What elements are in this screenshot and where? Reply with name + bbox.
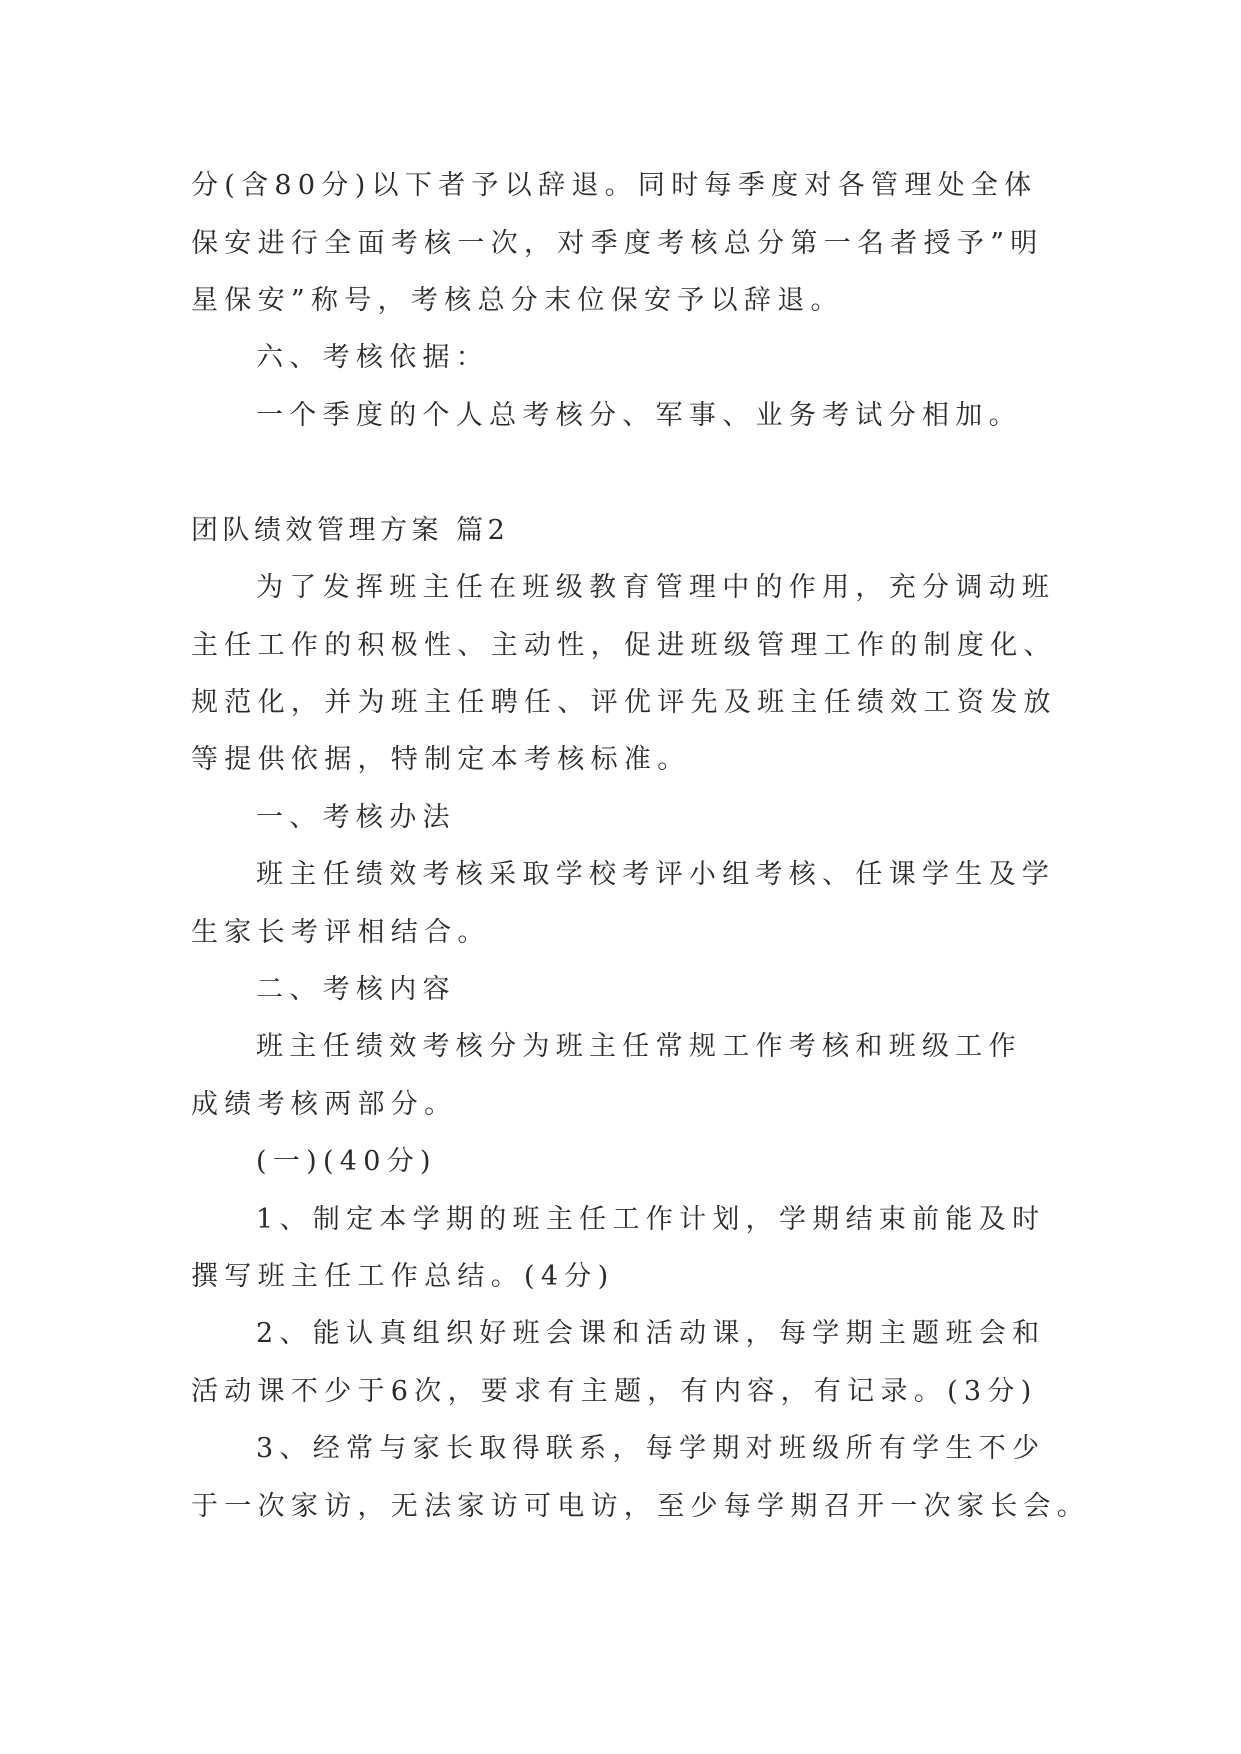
section-heading: 一、考核办法 — [256, 802, 456, 833]
section-heading: 二、考核内容 — [256, 974, 456, 1005]
article-title: 团队绩效管理方案 篇2 — [191, 515, 510, 546]
text-line: 保安进行全面考核一次，对季度考核总分第一名者授予”明 — [191, 228, 1044, 259]
text-line: 班主任绩效考核采取学校考评小组考核、任课学生及学 — [256, 859, 1056, 890]
section-heading: 六、考核依据： — [256, 342, 490, 373]
text-line: 活动课不少于6次，要求有主题，有内容，有记录。(3分) — [191, 1376, 1038, 1407]
text-line: 分(含80分)以下者予以辞退。同时每季度对各管理处全体 — [191, 170, 1038, 201]
text-line: 主任工作的积极性、主动性，促进班级管理工作的制度化、 — [191, 630, 1057, 661]
text-line: 生家长考评相结合。 — [191, 917, 491, 948]
text-line: 成绩考核两部分。 — [191, 1089, 458, 1120]
text-line: 撰写班主任工作总结。(4分) — [191, 1261, 615, 1292]
text-line: 星保安”称号，考核总分末位保安予以辞退。 — [191, 285, 844, 316]
subsection-heading: (一)(40分) — [256, 1146, 437, 1177]
list-item: 2、能认真组织好班会课和活动课，每学期主题班会和 — [256, 1318, 1046, 1349]
text-line: 于一次家访，无法家访可电访，至少每学期召开一次家长会。 — [191, 1491, 1091, 1522]
text-line: 班主任绩效考核分为班主任常规工作考核和班级工作 — [256, 1031, 1022, 1062]
text-line: 等提供依据，特制定本考核标准。 — [191, 744, 691, 775]
list-item: 3、经常与家长取得联系，每学期对班级所有学生不少 — [256, 1433, 1046, 1464]
text-line: 为了发挥班主任在班级教育管理中的作用，充分调动班 — [256, 572, 1056, 603]
text-line: 一个季度的个人总考核分、军事、业务考试分相加。 — [256, 400, 1022, 431]
list-item: 1、制定本学期的班主任工作计划，学期结束前能及时 — [256, 1204, 1046, 1235]
text-line: 规范化，并为班主任聘任、评优评先及班主任绩效工资发放 — [191, 687, 1057, 718]
